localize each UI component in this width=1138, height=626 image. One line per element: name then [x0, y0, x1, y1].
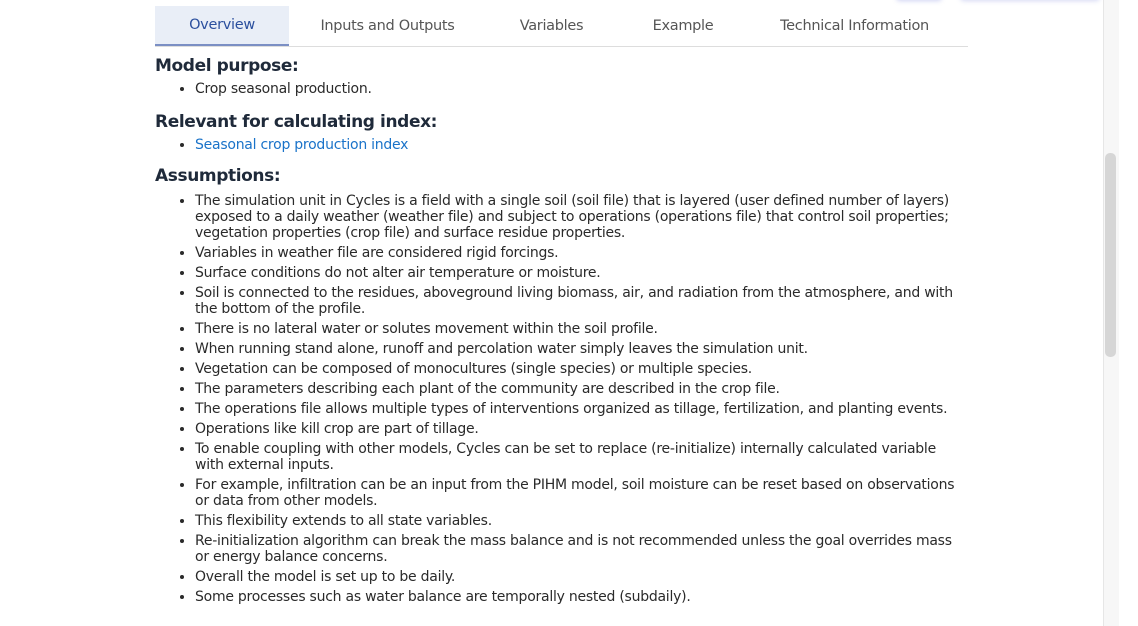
list-item: • The simulation unit in Cycles is a field with a single soil (soil file) that is layered (user defined number of layers) exposed to a daily weather (weather file) and subject to operations (operations file) that control soil properties; vegetation properties (crop file) and surface residue properties.: [195, 193, 955, 241]
tab-variables[interactable]: Variables: [519, 18, 584, 34]
list-item: • Soil is connected to the residues, aboveground living biomass, air, and radiation from the atmosphere, and with the bottom of the profile.: [195, 285, 955, 317]
assumptions-section: [155, 166, 955, 605]
list-item: • The parameters describing each plant of the community are described in the crop file.: [195, 381, 955, 397]
tab-example[interactable]: Example: [652, 18, 714, 34]
list-item: • Crop seasonal production.: [195, 81, 955, 98]
list-item: • The operations file allows multiple types of interventions organized as tillage, fertilization, and planting events.: [195, 401, 955, 417]
assumptions-list: [155, 193, 955, 605]
tab-technical-information[interactable]: Technical Information: [780, 18, 929, 34]
list-item: • When running stand alone, runoff and percolation water simply leaves the simulation unit.: [195, 341, 955, 357]
relevant-index-list: [155, 137, 955, 154]
relevant-index-heading: Relevant for calculating index:: [155, 112, 438, 132]
tab-bar: [155, 6, 968, 47]
list-item: • For example, infiltration can be an input from the PIHM model, soil moisture can be reset based on observations or data from other models.: [195, 477, 955, 509]
list-item: • There is no lateral water or solutes movement within the soil profile.: [195, 321, 955, 337]
model-purpose-section: [155, 56, 955, 98]
list-item: • Operations like kill crop are part of tillage.: [195, 421, 955, 437]
list-item: [195, 137, 955, 154]
list-item: • Surface conditions do not alter air temperature or moisture.: [195, 265, 955, 281]
list-item: • Variables in weather file are considered rigid forcings.: [195, 245, 955, 261]
tab-inputs-and-outputs[interactable]: Inputs and Outputs: [320, 18, 455, 34]
list-item: • This flexibility extends to all state variables.: [195, 513, 955, 529]
list-item: • Overall the model is set up to be daily.: [195, 569, 955, 585]
list-item: • Re-initialization algorithm can break the mass balance and is not recommended unless the goal overrides mass or energy balance concerns.: [195, 533, 955, 565]
seasonal-crop-production-index-link[interactable]: Seasonal crop production index: [195, 137, 409, 153]
list-item: • Vegetation can be composed of monocultures (single species) or multiple species.: [195, 361, 955, 377]
list-item: • Some processes such as water balance are temporally nested (subdaily).: [195, 589, 955, 605]
tab-overview[interactable]: Overview: [155, 6, 289, 46]
assumptions-heading: Assumptions:: [155, 166, 281, 186]
scrollbar-thumb[interactable]: [1105, 153, 1116, 357]
model-purpose-list: [155, 81, 955, 98]
overview-content: [155, 56, 955, 609]
model-purpose-heading: Model purpose:: [155, 56, 299, 76]
relevant-index-section: [155, 112, 955, 154]
list-item: • To enable coupling with other models, Cycles can be set to replace (re-initialize) internally calculated variable with external inputs.: [195, 441, 955, 473]
